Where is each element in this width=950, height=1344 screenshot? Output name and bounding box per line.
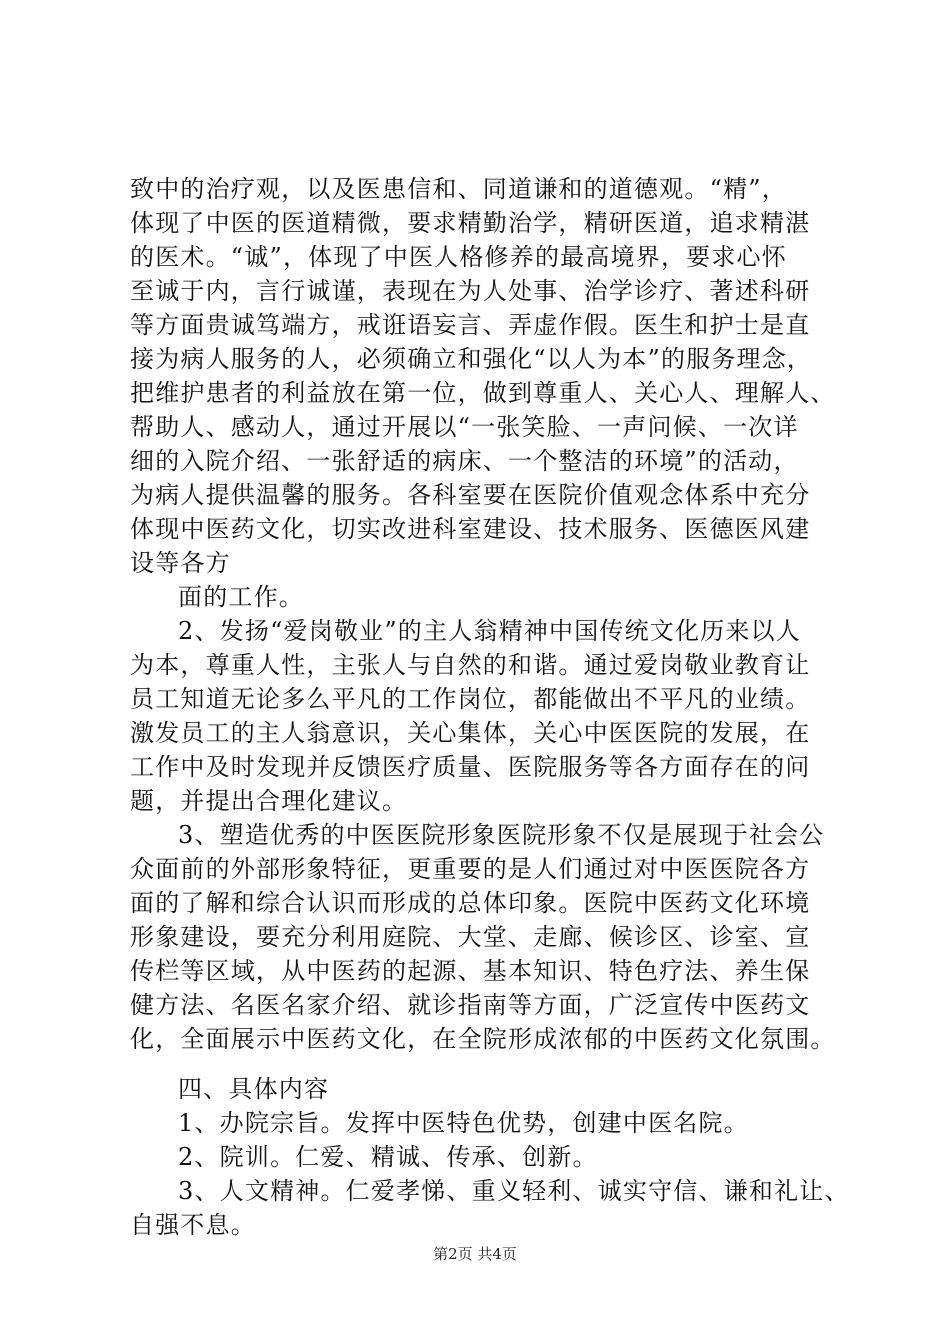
paragraph-start: 2、发扬“爱岗敬业”的主人翁精神中国传统文化历来以人 [178,617,802,645]
body-line: 体现中医药文化，切实改进科室建设、技术服务、医德医风建 [130,515,811,543]
body-line: 面的了解和综合认识而形成的总体印象。医院中医药文化环境 [130,889,811,917]
body-line: 等方面贵诚笃端方，戒诳语妄言、弄虚作假。医生和护士是直 [130,311,811,339]
body-line: 健方法、名医名家介绍、就诊指南等方面，广泛宣传中医药文 [130,991,811,1019]
body-line: 把维护患者的利益放在第一位，做到尊重人、关心人、理解人、 [130,379,836,407]
body-line: 的医术。“诚”，体现了中医人格修养的最高境界，要求心怀 [130,243,787,271]
body-line: 为病人提供温馨的服务。各科室要在医院价值观念体系中充分 [130,481,811,509]
page-footer: 第2页 共4页 [433,1245,517,1263]
body-line: 形象建设，要充分利用庭院、大堂、走廊、候诊区、诊室、宣 [130,923,811,951]
body-line: 激发员工的主人翁意识，关心集体，关心中医医院的发展，在 [130,719,811,747]
body-line: 众面前的外部形象特征，更重要的是人们通过对中医医院各方 [130,855,811,883]
body-line: 化，全面展示中医药文化，在全院形成浓郁的中医药文化氛围。 [130,1025,836,1053]
body-line: 至诚于内，言行诚谨，表现在为人处事、治学诊疗、著述科研 [130,277,811,305]
body-line: 员工知道无论多么平凡的工作岗位，都能做出不平凡的业绩。 [130,685,811,713]
list-item: 3、人文精神。仁爱孝悌、重义轻利、诚实守信、谦和礼让、 [178,1177,850,1205]
body-line: 题，并提出合理化建议。 [130,787,408,815]
section-heading: 四、具体内容 [178,1075,330,1103]
body-line: 细的入院介绍、一张舒适的病床、一个整洁的环境”的活动， [130,447,799,475]
body-line: 自强不息。 [130,1211,256,1239]
body-line: 帮助人、感动人，通过开展以“一张笑脸、一声问候、一次详 [130,413,799,441]
list-item: 1、办院宗旨。发挥中医特色优势，创建中医名院。 [178,1109,749,1137]
body-line: 体现了中医的医道精微，要求精勤治学，精研医道，追求精湛 [130,209,811,237]
body-line: 为本，尊重人性，主张人与自然的和谐。通过爱岗敬业教育让 [130,651,811,679]
body-line: 致中的治疗观，以及医患信和、同道谦和的道德观。“精”， [130,175,787,203]
body-line: 面的工作。 [178,583,304,611]
body-line: 设等各方 [130,549,231,577]
paragraph-start: 3、塑造优秀的中医医院形象医院形象不仅是展现于社会公 [178,821,825,849]
body-line: 传栏等区域，从中医药的起源、基本知识、特色疗法、养生保 [130,957,811,985]
body-line: 接为病人服务的人，必须确立和强化“以人为本”的服务理念， [130,345,813,373]
body-line: 工作中及时发现并反馈医疗质量、医院服务等各方面存在的问 [130,753,811,781]
list-item: 2、院训。仁爱、精诚、传承、创新。 [178,1143,598,1171]
